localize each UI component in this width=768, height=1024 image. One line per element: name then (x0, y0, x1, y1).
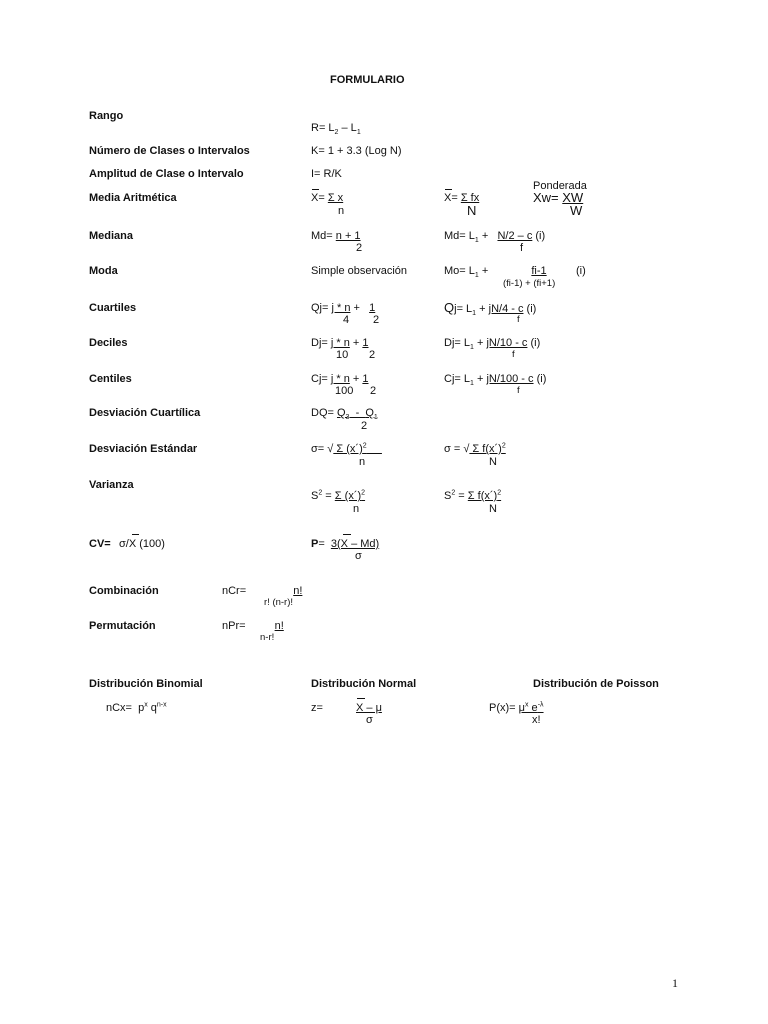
formula-centil-agrupado: $Cj= L_1 + jN/100 - c$ (i) (444, 373, 547, 388)
formula-decil-simple: Dj= j * n + 1 (311, 337, 369, 349)
formula-amplitud: I= R/K (311, 168, 342, 180)
formula-moda-agrupada-num: fi-1 (i) (531, 265, 586, 277)
label-moda: Moda (89, 265, 118, 277)
formula-decil-agrupado: $Dj= L_1 + jN/10 - c$ (i) (444, 337, 541, 352)
label-desv-estandar: Desviación Estándar (89, 443, 198, 455)
formula-cuartil-simple-den2: 2 (373, 314, 380, 326)
formula-media-ponderada-den: W (570, 203, 583, 218)
formula-mediana-simple: Md= n + 1 (311, 230, 361, 242)
formula-cv: σ/X (100) (119, 538, 165, 550)
formula-desv-estandar-agrupada-den: N (489, 456, 497, 468)
formula-moda-simple: Simple observación (311, 265, 407, 277)
formula-desv-cuartilica: $DQ= Q_3 - Q_1$ (311, 407, 378, 422)
label-cuartiles: Cuartiles (89, 302, 137, 314)
formula-varianza-agrupada-den: N (489, 503, 497, 515)
formula-normal-num: X – μ (356, 702, 382, 714)
formula-ponderada-title: Ponderada (533, 180, 587, 192)
formula-centil-simple-den2: 2 (370, 385, 377, 397)
label-centiles: Centiles (89, 373, 132, 385)
label-dist-normal: Distribución Normal (311, 678, 417, 690)
formula-rango: $R= L_2 - L_1$ (311, 122, 361, 137)
label-combinacion: Combinación (89, 585, 159, 597)
overline-x-bar (312, 189, 319, 190)
formula-media-agrupada: X= Σ fx (444, 192, 480, 204)
formula-num-clases: K= 1 + 3.3 (Log N) (311, 145, 402, 157)
sqrt-icon: √ (463, 443, 470, 455)
label-deciles: Deciles (89, 337, 128, 349)
formula-media-simple-den: n (338, 205, 345, 217)
formula-varianza-agrupada: $S^2 = \Sigma$ f(x´)$^2$ (444, 489, 502, 502)
formula-cuartil-simple-den1: 4 (343, 314, 350, 326)
label-cv: CV= (89, 538, 111, 550)
formula-pearson: P= 3(X – Md) (311, 538, 380, 550)
formula-normal-den: σ (366, 714, 373, 726)
formula-decil-agrupado-den: f (512, 349, 515, 360)
label-num-clases: Número de Clases o Intervalos (89, 145, 250, 157)
formula-decil-simple-den2: 2 (369, 349, 376, 361)
formula-pearson-den: σ (355, 550, 362, 562)
formula-media-ponderada: Xw= XW (533, 190, 584, 205)
label-desv-cuartilica: Desviación Cuartílica (89, 407, 201, 419)
formula-desv-cuartilica-den: 2 (361, 420, 368, 432)
formula-desv-estandar-simple: σ= √ Σ (x´)$^2$ (311, 442, 367, 455)
formula-media-simple: X= Σ x (311, 192, 344, 204)
formula-varianza-simple-den: n (353, 503, 360, 515)
page-title: FORMULARIO (330, 74, 405, 86)
overline-x-bar (343, 534, 351, 535)
formula-binomial: $nCx= p^x$ $q^{n-x}$ (106, 701, 167, 714)
formula-moda-agrupada: $Mo= L_1$ + (444, 265, 489, 280)
formula-combinacion: nCr= n! (222, 585, 303, 597)
formula-poisson-den: x! (532, 714, 541, 726)
formula-poisson: $P(x)= \mu^x$ $e^{-\lambda}$ (489, 701, 544, 714)
formula-permutacion: nPr= n! (222, 620, 284, 632)
formula-mediana-simple-den: 2 (356, 242, 363, 254)
formula-mediana-agrupada-den: f (520, 242, 524, 254)
formula-decil-simple-den1: 10 (336, 349, 349, 361)
formula-centil-simple-den1: 100 (335, 385, 354, 397)
formula-cuartil-simple: Qj= j * n + 1 (311, 302, 376, 314)
formula-normal-lhs: z= (311, 702, 323, 714)
page-number: 1 (672, 976, 678, 990)
formula-moda-agrupada-den: (fi-1) + (fi+1) (503, 278, 556, 289)
formula-mediana-agrupada: $Md= L_1 + N/2 - c$ (i) (444, 230, 546, 245)
formula-desv-estandar-simple-den: n (359, 456, 366, 468)
label-rango: Rango (89, 110, 124, 122)
label-dist-binomial: Distribución Binomial (89, 678, 203, 690)
formula-permutacion-den: n-r! (260, 632, 275, 643)
label-varianza: Varianza (89, 479, 134, 491)
label-mediana: Mediana (89, 230, 134, 242)
label-dist-poisson: Distribución de Poisson (533, 678, 659, 690)
overline-x-bar (357, 698, 365, 699)
overline-x-bar (132, 534, 139, 535)
formula-cuartil-agrupado-den: f (517, 314, 520, 325)
formula-centil-simple: Cj= j * n + 1 (311, 373, 369, 385)
label-media: Media Aritmética (89, 192, 177, 204)
formula-cuartil-agrupado: $Qj= L_1 + jN/4 - c$ (i) (444, 300, 537, 318)
label-amplitud: Amplitud de Clase o Intervalo (89, 168, 244, 180)
formula-varianza-simple: $S^2 = \Sigma$ (x´)$^2$ (311, 489, 366, 502)
formula-combinacion-den: r! (n-r)! (264, 597, 294, 608)
formula-desv-estandar-agrupada: σ = √ Σ f(x´)$^2$ (444, 442, 506, 455)
formula-centil-agrupado-den: f (517, 385, 520, 396)
sqrt-icon: √ (327, 443, 334, 455)
label-permutacion: Permutación (89, 620, 156, 632)
formula-media-agrupada-den: N (467, 203, 477, 218)
overline-x-bar (445, 189, 452, 190)
